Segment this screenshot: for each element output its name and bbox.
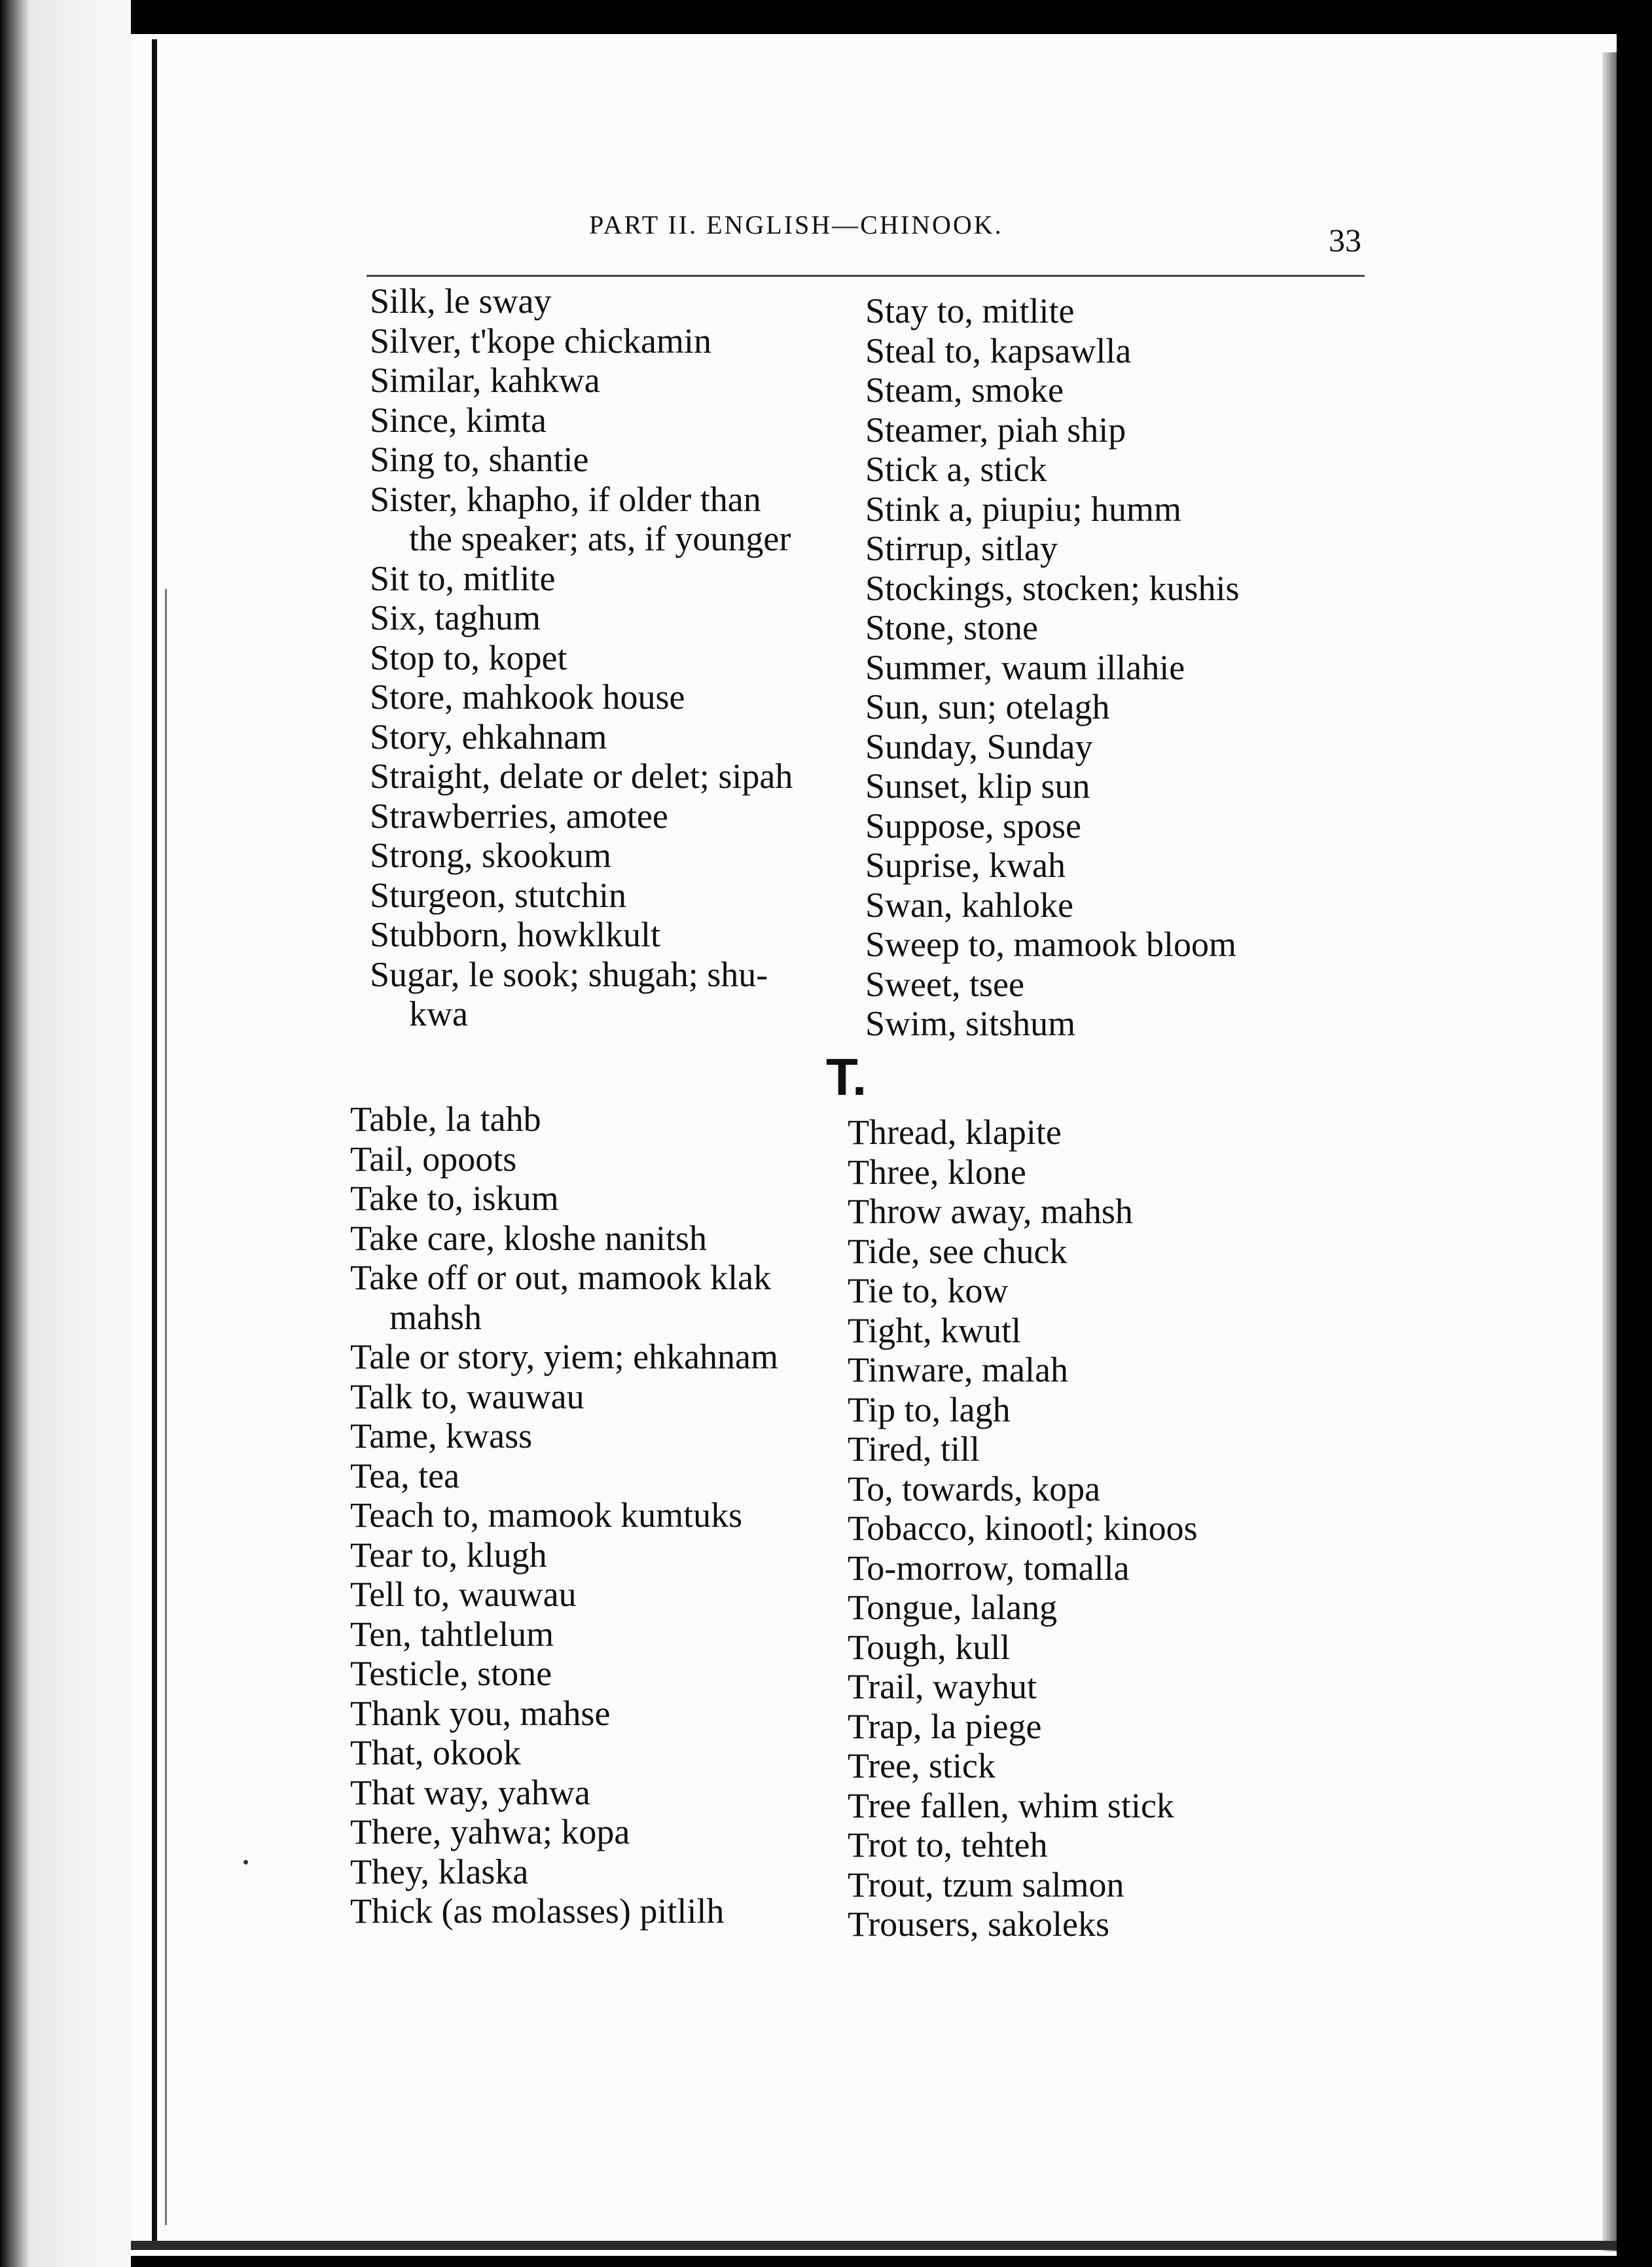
entry-text: Tie to, kow	[848, 1271, 1009, 1310]
entry-text: Tale or story, yiem; ehkahnam	[350, 1337, 779, 1376]
entry-text: Sugar, le sook; shugah; shu-	[370, 954, 768, 994]
t-entries-right-column	[848, 1113, 1198, 1944]
dictionary-entry	[865, 846, 1240, 885]
entry-text: Sunday, Sunday	[865, 726, 1093, 766]
print-speck	[243, 1860, 248, 1865]
entry-text: Suppose, spose	[865, 806, 1082, 846]
dictionary-entry	[865, 608, 1240, 648]
dictionary-entry	[865, 529, 1240, 569]
dictionary-entry	[350, 1179, 778, 1219]
dictionary-entry	[350, 1654, 778, 1694]
dictionary-entry	[350, 1377, 778, 1417]
dictionary-entry	[370, 717, 793, 757]
entry-text: Suprise, kwah	[865, 846, 1066, 885]
entry-text: Stick a, stick	[865, 450, 1047, 489]
entry-text: Trap, la piege	[848, 1706, 1042, 1746]
dictionary-entry	[865, 370, 1240, 410]
entry-text: Silver, t'kope chickamin	[370, 321, 711, 361]
dictionary-entry	[865, 291, 1240, 331]
entry-text: Tobacco, kinootl; kinoos	[848, 1508, 1198, 1548]
dictionary-entry	[350, 1416, 778, 1456]
dictionary-entry	[848, 1113, 1198, 1152]
entry-text: Tree fallen, whim stick	[848, 1785, 1174, 1825]
dictionary-entry	[370, 480, 793, 559]
running-head: PART II. ENGLISH—CHINOOK.	[589, 210, 1003, 240]
dictionary-entry	[848, 1469, 1198, 1509]
dictionary-entry	[350, 1219, 778, 1258]
entry-text: Sit to, mitlite	[370, 558, 556, 598]
dictionary-entry	[370, 281, 793, 321]
entry-text: Tinware, malah	[848, 1350, 1068, 1389]
entry-text: Stirrup, sitlay	[865, 529, 1058, 568]
dictionary-entry	[370, 598, 793, 638]
page-gutter-shadow	[0, 0, 131, 2267]
dictionary-entry	[865, 331, 1240, 371]
entry-text: Trail, wayhut	[848, 1667, 1037, 1706]
s-entries-right-column	[865, 291, 1240, 1044]
entry-text: Stink a, piupiu; humm	[865, 489, 1182, 529]
entry-text: That way, yahwa	[350, 1772, 590, 1812]
entry-continuation: kwa	[409, 994, 468, 1033]
entry-text: Sister, khapho, if older than	[370, 479, 761, 519]
entry-text: Sunset, klip sun	[865, 766, 1090, 806]
entry-text: Steamer, piah ship	[865, 410, 1126, 450]
entry-text: Sing to, shantie	[370, 440, 589, 479]
entry-text: Sturgeon, stutchin	[370, 875, 627, 915]
dictionary-entry	[848, 1508, 1198, 1548]
entry-text: That, okook	[350, 1733, 521, 1772]
entry-text: Six, taghum	[370, 598, 541, 637]
entry-text: Tired, till	[848, 1429, 980, 1469]
dictionary-entry	[865, 727, 1240, 767]
dictionary-entry	[848, 1152, 1198, 1192]
entry-text: Stay to, mitlite	[865, 291, 1075, 330]
entry-text: Stone, stone	[865, 608, 1038, 647]
dictionary-entry	[370, 757, 793, 796]
dictionary-entry	[370, 836, 793, 876]
entry-text: To, towards, kopa	[848, 1469, 1101, 1508]
entry-text: Sun, sun; otelagh	[865, 687, 1110, 726]
s-entries-left-column	[370, 281, 793, 1034]
entry-text: Story, ehkahnam	[370, 717, 607, 757]
entry-text: Swim, sitshum	[865, 1004, 1076, 1043]
dictionary-entry	[848, 1429, 1198, 1469]
entry-text: Tea, tea	[350, 1455, 460, 1495]
entry-text: Since, kimta	[370, 400, 547, 440]
entry-text: Testicle, stone	[350, 1654, 552, 1693]
entry-text: Tree, stick	[848, 1746, 996, 1785]
dictionary-entry	[848, 1904, 1198, 1944]
dictionary-entry	[370, 638, 793, 678]
dictionary-entry	[350, 1258, 778, 1337]
page-bottom-edge	[131, 2241, 1617, 2250]
dictionary-entry	[865, 925, 1240, 965]
entry-text: Trot to, tehteh	[848, 1825, 1048, 1865]
dictionary-entry	[848, 1786, 1198, 1826]
dictionary-entry	[865, 569, 1240, 609]
dictionary-entry	[350, 1615, 778, 1654]
dictionary-entry	[865, 450, 1240, 490]
dictionary-entry	[370, 677, 793, 717]
dictionary-entry	[370, 876, 793, 916]
dictionary-entry	[848, 1232, 1198, 1272]
entry-text: Stubborn, howklkult	[370, 915, 661, 954]
dictionary-entry	[848, 1667, 1198, 1707]
entry-text: Tongue, lalang	[848, 1588, 1058, 1627]
dictionary-entry	[350, 1337, 778, 1377]
page-number: 33	[1329, 222, 1361, 259]
entry-text: Silk, le sway	[370, 281, 552, 321]
dictionary-entry	[848, 1390, 1198, 1430]
dictionary-entry	[370, 401, 793, 440]
dictionary-entry	[350, 1773, 778, 1813]
dictionary-entry	[848, 1350, 1198, 1390]
dictionary-entry	[370, 361, 793, 401]
entry-text: Similar, kahkwa	[370, 361, 600, 400]
entry-text: Three, klone	[848, 1152, 1026, 1192]
dictionary-entry	[848, 1588, 1198, 1628]
entry-text: Tear to, klugh	[350, 1535, 547, 1575]
entry-text: They, klaska	[350, 1851, 529, 1891]
dictionary-entry	[350, 1812, 778, 1852]
dictionary-entry	[848, 1548, 1198, 1588]
entry-text: Tight, kwutl	[848, 1310, 1022, 1350]
entry-text: Trout, tzum salmon	[848, 1865, 1124, 1904]
entry-text: Straight, delate or delet; sipah	[370, 757, 793, 796]
dictionary-entry	[350, 1852, 778, 1892]
entry-text: Sweep to, mamook bloom	[865, 925, 1236, 964]
entry-text: Swan, kahloke	[865, 885, 1073, 925]
entry-text: Take off or out, mamook klak	[350, 1258, 772, 1297]
dictionary-entry	[370, 559, 793, 599]
dictionary-entry	[350, 1733, 778, 1773]
dictionary-entry	[865, 965, 1240, 1005]
entry-text: Thread, klapite	[848, 1113, 1062, 1152]
entry-continuation: the speaker; ats, if younger	[409, 519, 791, 558]
entry-text: Tame, kwass	[350, 1416, 533, 1455]
gutter-line-inner	[165, 589, 167, 2225]
dictionary-entry	[848, 1707, 1198, 1747]
dictionary-entry	[350, 1456, 778, 1496]
dictionary-entry	[865, 766, 1240, 806]
entry-text: To-morrow, tomalla	[848, 1548, 1130, 1588]
entry-text: Steam, smoke	[865, 370, 1064, 410]
dictionary-entry	[865, 648, 1240, 688]
dictionary-entry	[848, 1271, 1198, 1311]
dictionary-entry	[865, 410, 1240, 450]
dictionary-entry	[848, 1311, 1198, 1351]
entry-text: Store, mahkook house	[370, 677, 685, 717]
entry-text: Take to, iskum	[350, 1179, 559, 1218]
dictionary-entry	[865, 806, 1240, 846]
header-rule	[367, 275, 1365, 277]
entry-text: Take care, kloshe nanitsh	[350, 1218, 708, 1258]
dictionary-entry	[370, 955, 793, 1034]
entry-text: Thick (as molasses) pitlilh	[350, 1891, 725, 1931]
entry-text: Tough, kull	[848, 1627, 1011, 1667]
entry-text: Strawberries, amotee	[370, 796, 668, 836]
dictionary-entry	[848, 1192, 1198, 1232]
dictionary-entry	[370, 440, 793, 480]
dictionary-entry	[350, 1891, 778, 1931]
entry-text: Tail, opoots	[350, 1139, 517, 1179]
dictionary-entry	[350, 1099, 778, 1139]
dictionary-entry	[350, 1694, 778, 1734]
dictionary-entry	[350, 1535, 778, 1575]
dictionary-entry	[370, 915, 793, 955]
entry-continuation: mahsh	[389, 1297, 482, 1337]
entry-text: There, yahwa; kopa	[350, 1812, 630, 1851]
entry-text: Table, la tahb	[350, 1099, 541, 1139]
dictionary-entry	[865, 1004, 1240, 1044]
entry-text: Tip to, lagh	[848, 1389, 1011, 1429]
entry-text: Talk to, wauwau	[350, 1376, 584, 1416]
section-letter-t: T.	[826, 1048, 867, 1106]
dictionary-entry	[350, 1575, 778, 1615]
dictionary-entry	[865, 885, 1240, 925]
gutter-line	[152, 39, 157, 2245]
entry-text: Summer, waum illahie	[865, 647, 1185, 687]
dictionary-entry	[848, 1746, 1198, 1786]
entry-text: Tell to, wauwau	[350, 1575, 577, 1614]
entry-text: Ten, tahtlelum	[350, 1614, 554, 1654]
dictionary-entry	[865, 687, 1240, 727]
entry-text: Stockings, stocken; kushis	[865, 568, 1240, 608]
entry-text: Throw away, mahsh	[848, 1192, 1133, 1231]
page-right-edge	[1602, 52, 1617, 2251]
dictionary-entry	[370, 796, 793, 836]
dictionary-entry	[848, 1825, 1198, 1865]
dictionary-entry	[848, 1628, 1198, 1668]
entry-text: Teach to, mamook kumtuks	[350, 1495, 743, 1535]
entry-text: Stop to, kopet	[370, 637, 567, 677]
entry-text: Strong, skookum	[370, 836, 612, 875]
entry-text: Sweet, tsee	[865, 964, 1024, 1004]
dictionary-entry	[350, 1495, 778, 1535]
t-entries-left-column	[350, 1099, 778, 1931]
dictionary-entry	[370, 321, 793, 361]
dictionary-entry	[848, 1865, 1198, 1905]
dictionary-entry	[865, 490, 1240, 529]
entry-text: Trousers, sakoleks	[848, 1904, 1110, 1944]
entry-text: Thank you, mahse	[350, 1693, 611, 1733]
entry-text: Tide, see chuck	[848, 1231, 1068, 1271]
dictionary-entry	[350, 1139, 778, 1179]
entry-text: Steal to, kapsawlla	[865, 330, 1132, 370]
